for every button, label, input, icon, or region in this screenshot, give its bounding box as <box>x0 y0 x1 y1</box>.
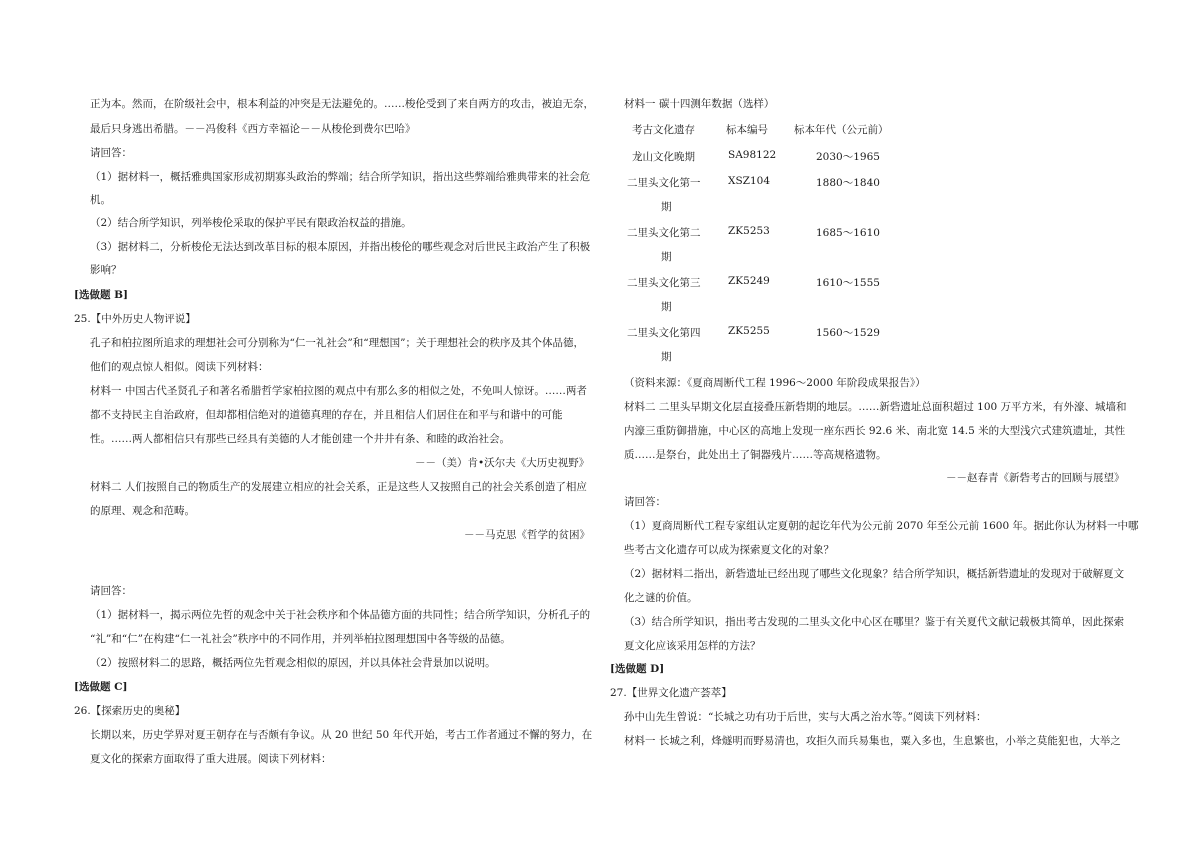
text-line: 孙中山先生曾说：“长城之功有功于后世，实与大禹之治水等。”阅读下列材料： <box>624 711 987 723</box>
table-cell: 期 <box>661 251 672 263</box>
source-note: （资料来源：《夏商周断代工程 1996～2000 年阶段成果报告》） <box>624 377 926 389</box>
table-cell: 1560～1529 <box>816 327 880 339</box>
table-cell: 1685～1610 <box>816 227 880 239</box>
question-part: （2）据材料二指出，新砦遗址已经出现了哪些文化现象？结合所学知识，概括新砦遗址的发现对于破解夏文 <box>624 568 1125 580</box>
text-line: 材料二 人们按照自己的物质生产的发展建立相应的社会关系，正是这些人又按照自己的社会关系创造了相应 <box>90 481 587 493</box>
section-heading-d: [选做题 D] <box>610 663 665 675</box>
table-cell: 期 <box>661 201 672 213</box>
table-cell: 1610～1555 <box>816 277 880 289</box>
text-line: 性。……两人都相信只有那些已经具有美德的人才能创建一个井井有条、和睦的政治社会。 <box>90 433 510 445</box>
table-cell: 二里头文化第四 <box>627 327 701 339</box>
text-line: 些考古文化遗存可以成为探索夏文化的对象？ <box>624 544 834 556</box>
text-line: 夏文化应该采用怎样的方法？ <box>624 640 761 652</box>
table-cell: 1880～1840 <box>816 177 880 189</box>
citation: －－赵春青《新砦考古的回顾与展望》 <box>946 472 1125 484</box>
table-cell: XSZ104 <box>728 175 771 187</box>
question-part: （1）据材料一，概括雅典国家形成初期寡头政治的弊端；结合所学知识，指出这些弊端给雅典带来的社会危 <box>90 171 591 183</box>
text-line: 请回答： <box>90 147 132 159</box>
question-part: （1）据材料一，揭示两位先哲的观念中关于社会秩序和个体品德方面的共同性；结合所学知识，分析孔子的 <box>90 609 591 621</box>
section-heading-c: [选做题 C] <box>74 681 128 693</box>
text-line: 质……是祭台，此处出土了铜器残片……等高规格遗物。 <box>624 449 887 461</box>
text-line: 内濠三重防御措施，中心区的高地上发现一座东西长 92.6 米、南北宽 14.5 米的大型浅穴式建筑遗址，其性 <box>624 425 1126 437</box>
table-cell: ZK5255 <box>728 325 770 337</box>
text-line: 请回答： <box>624 496 666 508</box>
text-line: 请回答： <box>90 585 132 597</box>
citation: －－马克思《哲学的贫困》 <box>464 529 590 541</box>
text-line: 机。 <box>90 194 111 206</box>
question-part: （2）结合所学知识，列举梭伦采取的保护平民有限政治权益的措施。 <box>90 217 412 229</box>
table-cell: 龙山文化晚期 <box>632 151 695 163</box>
table-cell: 期 <box>661 351 672 363</box>
text-line: 影响？ <box>90 264 122 276</box>
text-line: “礼”和“仁”在构建“仁一礼社会”秩序中的不同作用，并列举柏拉图理想国中各等级的品德。 <box>90 633 511 645</box>
question-title-25: 25.【中外历史人物评说】 <box>74 313 196 325</box>
question-part: （1）夏商周断代工程专家组认定夏朝的起讫年代为公元前 2070 年至公元前 1600 年。据此你认为材料一中哪 <box>624 520 1139 532</box>
text-line: 最后只身逃出希腊。－－冯俊科《西方幸福论－－从梭伦到费尔巴哈》 <box>90 123 416 135</box>
text-line: 正为本。然而，在阶级社会中，根本利益的冲突是无法避免的。……梭伦受到了来自两方的攻击，被迫无奈， <box>90 98 594 110</box>
table-cell: 二里头文化第一 <box>627 177 701 189</box>
table-header: 标本年代（公元前） <box>794 124 889 136</box>
table-cell: ZK5249 <box>728 275 770 287</box>
table-cell: 2030～1965 <box>816 151 880 163</box>
text-line: 都不支持民主自治政府，但却都相信绝对的道德真理的存在，并且相信人们居住在和平与和谐中的可能 <box>90 409 563 421</box>
text-line: 材料二 二里头早期文化层直接叠压新砦期的地层。……新砦遗址总面积超过 100 万平方米，有外濠、城墙和 <box>624 401 1127 413</box>
text-line: 材料一 中国古代圣贤孔子和著名希腊哲学家柏拉图的观点中有那么多的相似之处，不免叫人惊讶。……两者 <box>90 385 587 397</box>
text-line: 夏文化的探索方面取得了重大进展。阅读下列材料： <box>90 753 332 765</box>
section-heading-b: [选做题 B] <box>74 289 128 301</box>
table-header: 考古文化遗存 <box>632 124 695 136</box>
table-cell: 期 <box>661 301 672 313</box>
table-cell: SA98122 <box>728 149 777 161</box>
question-title-26: 26.【探索历史的奥秘】 <box>74 705 186 717</box>
table-cell: 二里头文化第二 <box>627 227 701 239</box>
table-cell: ZK5253 <box>728 225 770 237</box>
question-title-27: 27.【世界文化遗产荟萃】 <box>610 687 732 699</box>
question-part: （3）据材料二，分析梭伦无法达到改革目标的根本原因，并指出梭伦的哪些观念对后世民主政治产生了积极 <box>90 241 591 253</box>
table-cell: 二里头文化第三 <box>627 277 701 289</box>
material-heading: 材料一 碳十四测年数据（选样） <box>624 98 775 110</box>
citation: －－（美）肯•沃尔夫《大历史视野》 <box>415 457 590 469</box>
question-part: （2）按照材料二的思路，概括两位先哲观念相似的原因，并以具体社会背景加以说明。 <box>90 657 496 669</box>
table-header: 标本编号 <box>726 124 768 136</box>
text-line: 材料一 长城之利，烽燧明而野易清也，攻拒久而兵易集也，粟入多也，生息繁也，小举之莫能犯也，大举之 <box>624 735 1121 747</box>
text-line: 孔子和柏拉图所追求的理想社会可分别称为“仁一礼社会”和“理想国”；关于理想社会的秩序及其个体品德， <box>90 337 584 349</box>
text-line: 他们的观点惊人相似。阅读下列材料： <box>90 361 269 373</box>
text-line: 长期以来，历史学界对夏王朝存在与否颇有争议。从 20 世纪 50 年代开始，考古工作者通过不懈的努力，在 <box>90 729 593 741</box>
question-part: （3）结合所学知识，指出考古发现的二里头文化中心区在哪里？鉴于有关夏代文献记载极其简单，因此探索 <box>624 616 1125 628</box>
text-line: 化之谜的价值。 <box>624 592 698 604</box>
text-line: 的原理、观念和范畴。 <box>90 505 195 517</box>
